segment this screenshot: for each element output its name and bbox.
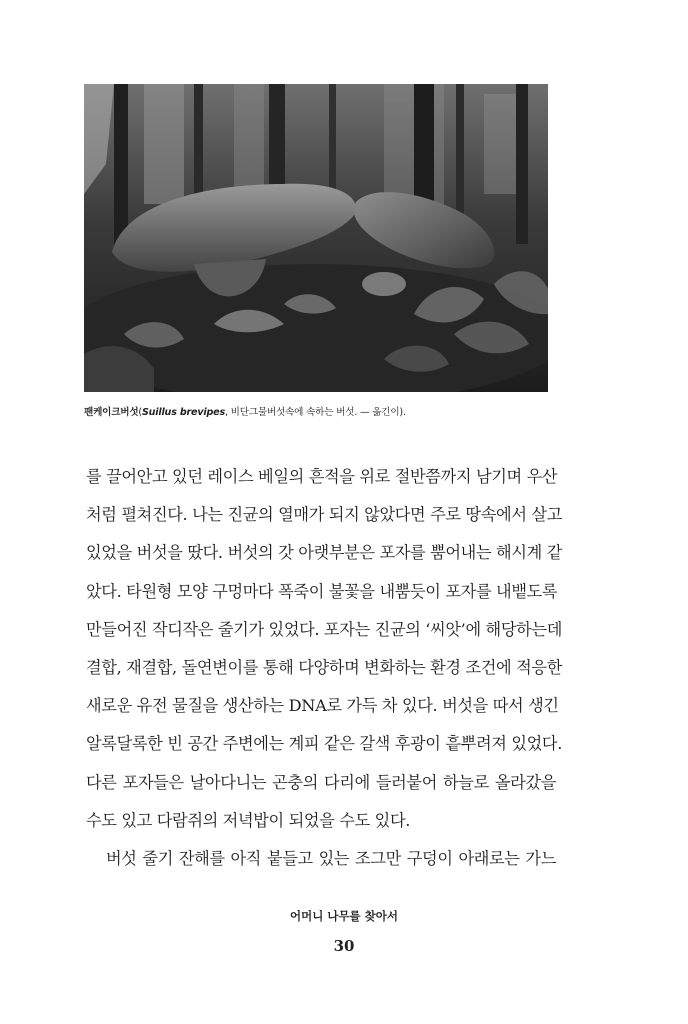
body-line: 다른 포자들은 날아다니는 곤충의 다리에 들러붙어 하늘로 올라갔을 [86, 772, 556, 792]
mushroom-forest-photo [84, 84, 548, 392]
caption-open: ( [138, 407, 142, 418]
body-line: 새로운 유전 물질을 생산하는 DNA로 가득 차 있다. 버섯을 따서 생긴 [86, 696, 559, 716]
page-number: 30 [333, 937, 355, 955]
running-book-title: 어머니 나무를 찾아서 [290, 909, 398, 923]
figure-caption [84, 404, 604, 418]
body-line: 만들어진 작디작은 줄기가 있었다. 포자는 진균의 ‘씨앗’에 해당하는데 [86, 619, 562, 639]
caption-species: Suillus brevipes [141, 407, 225, 418]
caption-name: 팬케이크버섯 [84, 407, 139, 418]
body-line: 를 끌어안고 있던 레이스 베일의 흔적을 위로 절반쯤까지 남기며 우산 [86, 467, 558, 486]
body-line: 수도 있고 다람쥐의 저녁밥이 되었을 수도 있다. [86, 810, 411, 830]
body-line: 알록달록한 빈 공간 주변에는 계피 같은 갈색 후광이 흩뿌려져 있었다. [86, 734, 562, 754]
body-text [86, 458, 562, 878]
body-line: 았다. 타원형 모양 구멍마다 폭죽이 불꽃을 내뿜듯이 포자를 내뱉도록 [86, 581, 558, 601]
body-line: 버섯 줄기 잔해를 아직 붙들고 있는 조그만 구덩이 아래로는 가느 [106, 848, 556, 868]
body-line: 있었을 버섯을 땄다. 버섯의 갓 아랫부분은 포자를 뿜어내는 해시계 같 [86, 543, 562, 563]
body-line: 결합, 재결합, 돌연변이를 통해 다양하며 변화하는 환경 조건에 적응한 [86, 657, 562, 677]
body-line: 처럼 펼쳐진다. 나는 진균의 열매가 되지 않았다면 주로 땅속에서 살고 [86, 505, 562, 525]
caption-rest: , 비단그물버섯속에 속하는 버섯. — 옮긴이). [224, 407, 406, 418]
